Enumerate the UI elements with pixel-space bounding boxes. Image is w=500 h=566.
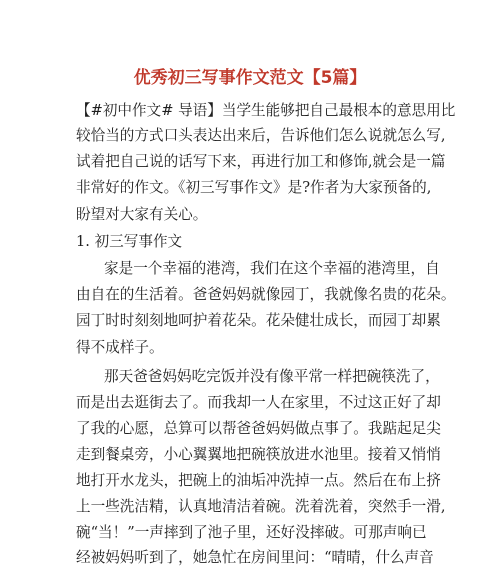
body-line: 由自在的生活着。爸爸妈妈就像园丁，我就像名贵的花朵。 bbox=[76, 286, 456, 303]
body-line: 园丁时时刻刻地呵护着花朵。花朵健壮成长，而园丁却累 bbox=[76, 312, 441, 329]
body-line: 而是出去逛街去了。而我却一人在家里，不过这正好了却 bbox=[76, 394, 441, 411]
section-heading: 1. 初三写事作文 bbox=[76, 233, 183, 250]
intro-line-5: 盼望对大家有关心。 bbox=[76, 206, 208, 223]
body-line: 上一些洗洁精，认真地清洁着碗。洗着洗着，突然手一滑, bbox=[76, 498, 446, 515]
body-line: 走到餐桌旁，小心翼翼地把碗筷放进水池里。接着又悄悄 bbox=[76, 446, 441, 463]
intro-line-2: 较恰当的方式口头表达出来后，告诉他们怎么说就怎么写, bbox=[76, 127, 446, 144]
intro-line-4: 非常好的作文。《初三写事作文》是?作者为大家预备的, bbox=[76, 179, 432, 196]
body-line: 了我的心愿，总算可以帮爸爸妈妈做点事了。我踮起足尖 bbox=[76, 420, 441, 437]
intro-line-3: 试着把自己说的话写下来，再进行加工和修饰,就会是一篇 bbox=[76, 153, 446, 170]
document-title: 优秀初三写事作文范文【5篇】 bbox=[133, 68, 367, 88]
body-line: 那天爸爸妈妈吃完饭并没有像平常一样把碗筷洗了， bbox=[104, 368, 440, 385]
body-line: 地打开水龙头，把碗上的油垢冲洗掉一点。然后在布上挤 bbox=[76, 472, 441, 489]
body-line: 得不成样子。 bbox=[76, 339, 164, 356]
body-line: 经被妈妈听到了，她急忙在房间里问：“晴晴，什么声音 bbox=[76, 549, 434, 566]
body-line: 碗“当！”一声摔到了池子里，还好没摔破。可那声响已 bbox=[76, 524, 427, 541]
body-line: 家是一个幸福的港湾，我们在这个幸福的港湾里，自 bbox=[104, 260, 440, 277]
intro-line-1: 【#初中作文# 导语】当学生能够把自己最根本的意思用比 bbox=[76, 102, 456, 119]
